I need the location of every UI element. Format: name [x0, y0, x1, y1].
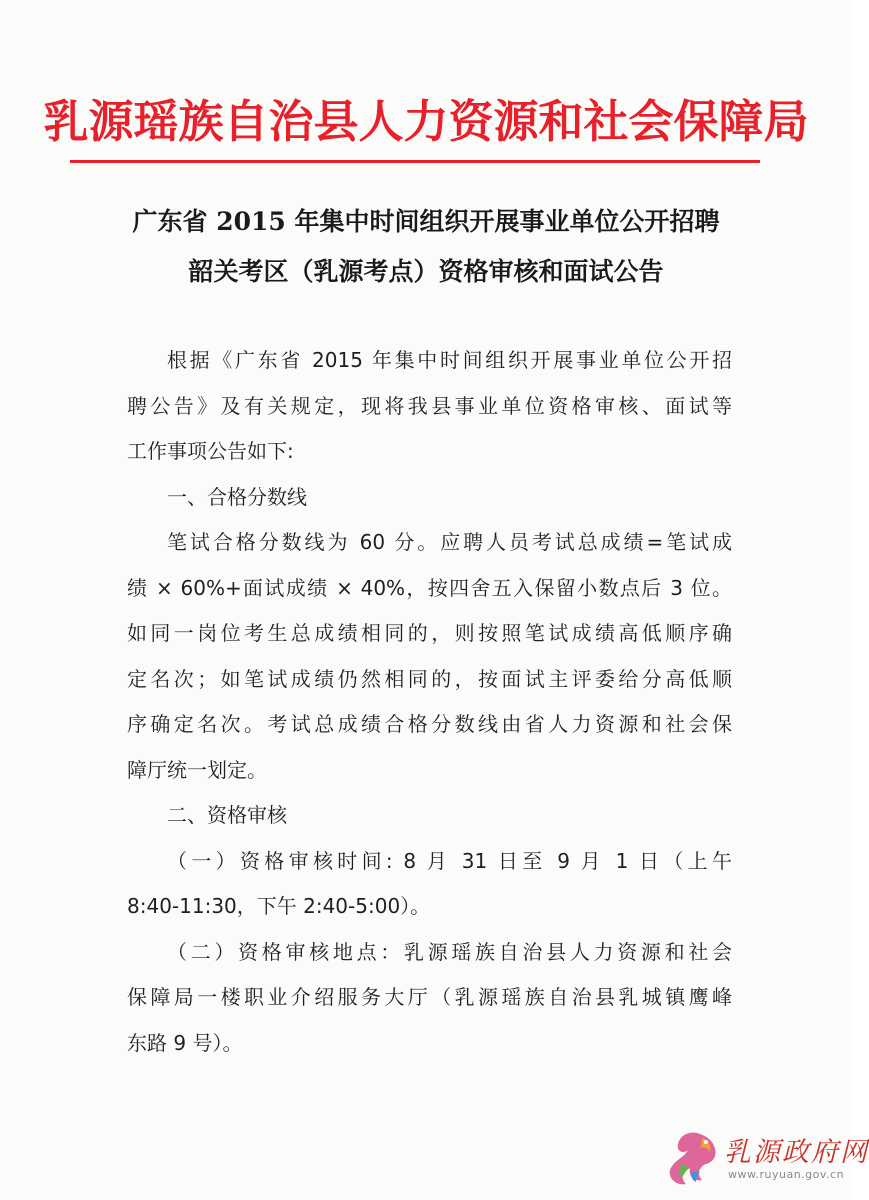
body-line: 绩 × 60%+面试成绩 × 40%，按四舍五入保留小数点后 3 位。	[127, 575, 732, 600]
body-line: 工作事项公告如下:	[127, 439, 294, 463]
document-title-line-1: 广东省 2015 年集中时间组织开展事业单位公开招聘	[132, 207, 720, 236]
body-line: （一）资格审核时间: 8 月 31 日至 9 月 1 日（上午	[167, 848, 732, 873]
body-line: 8:40-11:30，下午 2:40-5:00）。	[127, 894, 431, 918]
site-watermark	[662, 1128, 869, 1198]
body-line: 序确定名次。考试总成绩合格分数线由省人力资源和社会保	[127, 712, 732, 736]
document-body	[127, 338, 732, 1066]
body-line: 根据《广东省 2015 年集中时间组织开展事业单位公开招	[167, 348, 732, 372]
letterhead-title: 乳源瑶族自治县人力资源和社会保障局	[43, 95, 809, 148]
letterhead-red-rule	[70, 160, 760, 163]
section-heading: 二、资格审核	[167, 803, 287, 827]
dragon-logo-icon	[662, 1128, 724, 1190]
body-line: 障厅统一划定。	[127, 757, 267, 782]
body-line: 保障局一楼职业介绍服务大厅（乳源瑶族自治县乳城镇鹰峰	[127, 985, 732, 1009]
document-title-line-2: 韶关考区（乳源考点）资格审核和面试公告	[188, 257, 664, 286]
body-line: （二）资格审核地点：乳源瑶族自治县人力资源和社会	[167, 939, 732, 964]
body-line: 东路 9 号）。	[127, 1030, 243, 1055]
watermark-site-name: 乳源政府网	[724, 1137, 869, 1168]
body-line: 定名次；如笔试成绩仍然相同的，按面试主评委给分高低顺	[127, 666, 732, 691]
body-line: 如同一岗位考生总成绩相同的，则按照笔试成绩高低顺序确	[127, 621, 732, 645]
body-line: 笔试合格分数线为 60 分。应聘人员考试总成绩=笔试成	[167, 530, 732, 554]
body-line: 聘公告》及有关规定，现将我县事业单位资格审核、面试等	[127, 393, 732, 418]
watermark-url: www.ruyuan.gov.cn	[728, 1168, 845, 1181]
section-heading: 一、合格分数线	[167, 484, 307, 509]
